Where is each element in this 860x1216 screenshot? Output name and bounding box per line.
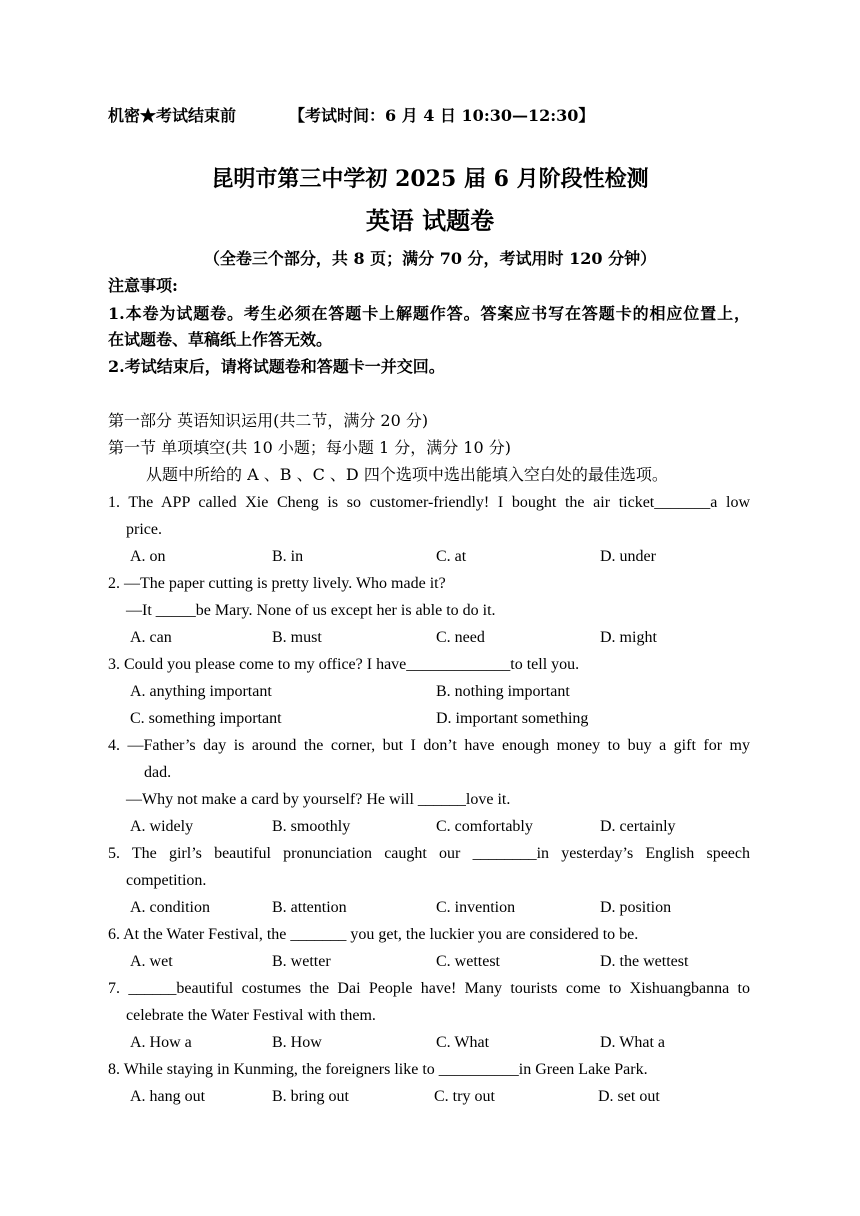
question-4-option-c: C. comfortably bbox=[436, 818, 533, 835]
subject-title: 英语 试题卷 bbox=[365, 206, 495, 235]
question-1-line-1: 1. The APP called Xie Cheng is so customer-friendly! I bought the air ticket_______a low bbox=[108, 494, 750, 511]
question-8-line-1: 8. While staying in Kunming, the foreigners like to __________in Green Lake Park. bbox=[108, 1061, 648, 1078]
question-3-line-1: 3. Could you please come to my office? I have_____________to tell you. bbox=[108, 656, 580, 673]
question-1-option-a: A. on bbox=[130, 548, 166, 565]
question-6-option-a: A. wet bbox=[130, 953, 173, 970]
section1-heading: 第一节 单项填空(共 10 小题；每小题 1 分，满分 10 分) bbox=[108, 438, 511, 457]
question-7-option-c: C. What bbox=[436, 1034, 490, 1051]
question-1-option-b: B. in bbox=[272, 548, 304, 565]
question-4-option-b: B. smoothly bbox=[272, 818, 351, 835]
notice-item-1-line-1: 1.本卷为试题卷。考生必须在答题卡上解题作答。答案应书写在答题卡的相应位置上， bbox=[108, 304, 750, 323]
question-7-option-d: D. What a bbox=[600, 1034, 666, 1051]
part1-heading: 第一部分 英语知识运用(共二节，满分 20 分) bbox=[108, 411, 429, 430]
question-7-option-b: B. How bbox=[272, 1034, 322, 1051]
question-8-option-a: A. hang out bbox=[130, 1088, 206, 1105]
question-6-option-c: C. wettest bbox=[436, 953, 500, 970]
question-5-line-2: competition. bbox=[126, 872, 207, 889]
question-3-option-c: C. something important bbox=[130, 710, 282, 727]
exam-info: （全卷三个部分，共 8 页；满分 70 分，考试用时 120 分钟） bbox=[203, 249, 657, 268]
question-6-option-b: B. wetter bbox=[272, 953, 331, 970]
question-5-line-1: 5. The girl’s beautiful pronunciation caught our ________in yesterday’s English speech bbox=[108, 845, 750, 862]
question-5-option-b: B. attention bbox=[272, 899, 347, 916]
question-2-option-d: D. might bbox=[600, 629, 657, 646]
question-8-option-d: D. set out bbox=[598, 1088, 660, 1105]
question-8-option-c: C. try out bbox=[434, 1088, 495, 1105]
question-2-option-a: A. can bbox=[130, 629, 172, 646]
question-6-option-d: D. the wettest bbox=[600, 953, 689, 970]
question-6-line-1: 6. At the Water Festival, the _______ you get, the luckier you are considered to be. bbox=[108, 926, 639, 943]
question-8-option-b: B. bring out bbox=[272, 1088, 349, 1105]
question-2-option-c: C. need bbox=[436, 629, 485, 646]
question-1-line-2: price. bbox=[126, 521, 162, 538]
question-4-line-3: —Why not make a card by yourself? He will ______love it. bbox=[126, 791, 511, 808]
question-3-option-a: A. anything important bbox=[130, 683, 272, 700]
question-5-option-a: A. condition bbox=[130, 899, 210, 916]
question-2-line-2: —It _____be Mary. None of us except her is able to do it. bbox=[126, 602, 496, 619]
section1-instruction: 从题中所给的 A 、B 、C 、D 四个选项中选出能填入空白处的最佳选项。 bbox=[146, 465, 668, 484]
question-7-line-1: 7. ______beautiful costumes the Dai People have! Many tourists come to Xishuangbanna to bbox=[108, 980, 750, 997]
question-4-option-a: A. widely bbox=[130, 818, 194, 835]
notice-item-2: 2.考试结束后，请将试题卷和答题卡一并交回。 bbox=[108, 357, 445, 376]
notice-heading: 注意事项: bbox=[108, 276, 178, 295]
question-1-option-d: D. under bbox=[600, 548, 656, 565]
question-7-line-2: celebrate the Water Festival with them. bbox=[126, 1007, 376, 1024]
question-7-option-a: A. How a bbox=[130, 1034, 192, 1051]
question-5-option-d: D. position bbox=[600, 899, 672, 916]
question-4-line-2: dad. bbox=[144, 764, 172, 781]
confidential-label: 机密★考试结束前 bbox=[108, 106, 237, 125]
exam-time: 【考试时间：6 月 4 日 10:30—12:30】 bbox=[289, 106, 595, 125]
question-2-option-b: B. must bbox=[272, 629, 322, 646]
question-5-option-c: C. invention bbox=[436, 899, 516, 916]
school-title: 昆明市第三中学初 2025 届 6 月阶段性检测 bbox=[211, 166, 649, 192]
question-4-option-d: D. certainly bbox=[600, 818, 676, 835]
notice-item-1-line-2: 在试题卷、草稿纸上作答无效。 bbox=[108, 330, 333, 349]
question-3-option-b: B. nothing important bbox=[436, 683, 570, 700]
question-1-option-c: C. at bbox=[436, 548, 467, 565]
question-3-option-d: D. important something bbox=[436, 710, 589, 727]
question-2-line-1: 2. —The paper cutting is pretty lively. Who made it? bbox=[108, 575, 446, 592]
question-4-line-1: 4. —Father’s day is around the corner, but I don’t have enough money to buy a gift for my bbox=[108, 737, 750, 754]
